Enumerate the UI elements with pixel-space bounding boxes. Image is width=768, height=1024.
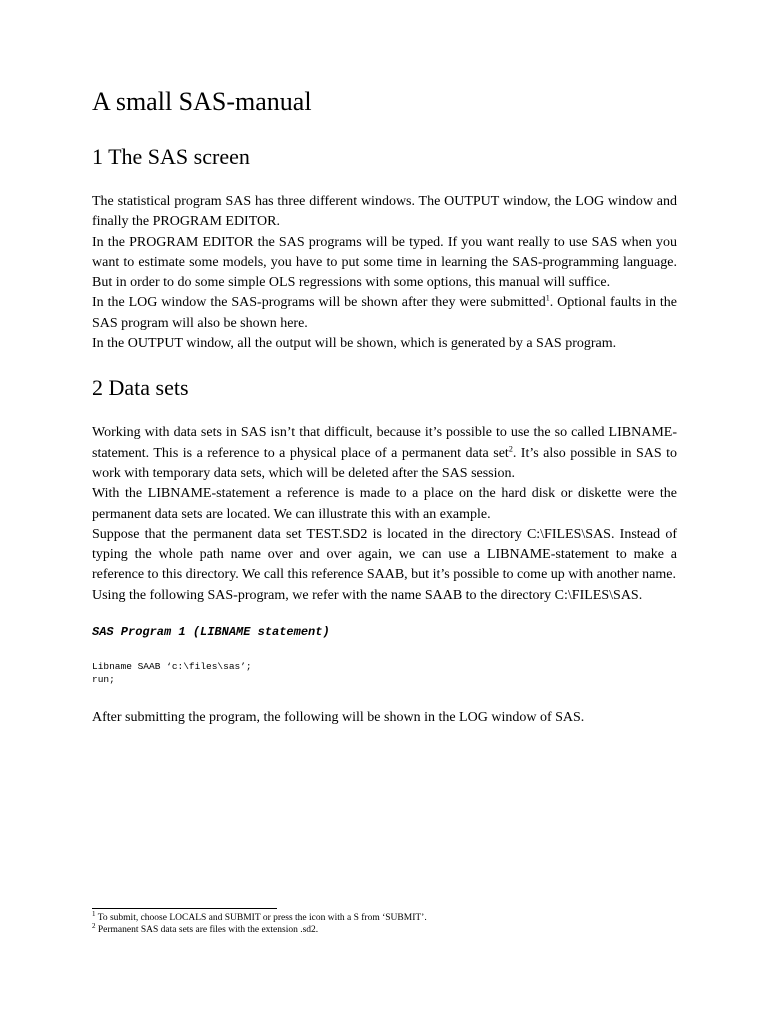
code-line: run; bbox=[92, 674, 115, 686]
paragraph-libname-text-end: . It’s also possible in SAS to work with temporary data sets, which will be deleted after the SAS session. bbox=[92, 445, 678, 481]
paragraph-after-program: After submitting the program, the following will be shown in the LOG window of SAS. bbox=[92, 710, 585, 726]
paragraph-libname-intro bbox=[92, 423, 677, 484]
footnote-2 bbox=[92, 921, 677, 937]
paragraph-log-text-end: . Optional faults in the SAS program will also be shown here. bbox=[92, 295, 677, 331]
paragraph-output-window: In the OUTPUT window, all the output will be shown, which is generated by a SAS program. bbox=[92, 336, 617, 352]
footnote-text: Permanent SAS data sets are files with the extension .sd2. bbox=[95, 924, 319, 935]
footnote-1 bbox=[92, 909, 677, 925]
paragraph-libname-text-start: Working with data sets in SAS isn’t that difficult, because it’s possible to use the so called LIBNAME-statement. This is a reference to a physical place of a permanent data set bbox=[92, 425, 677, 461]
paragraph-program-editor: In the PROGRAM EDITOR the SAS programs will be typed. If you want really to use SAS when you want to estimate some models, you have to put some time in learning the SAS-programming language. But in order to do some simple OLS regressions with some options, this manual will suffice. bbox=[92, 234, 677, 291]
footnote-ref-1[interactable]: 1 bbox=[545, 293, 550, 303]
paragraph-windows: The statistical program SAS has three different windows. The OUTPUT window, the LOG window and finally the PROGRAM EDITOR. bbox=[92, 194, 677, 230]
page-content bbox=[92, 82, 677, 728]
footnote-ref-2[interactable]: 2 bbox=[508, 444, 513, 454]
code-line: Libname SAAB ‘c:\files\sas’; bbox=[92, 661, 252, 673]
code-block bbox=[92, 660, 677, 686]
section-heading-sas-screen: 1 The SAS screen bbox=[92, 144, 250, 169]
section-data-sets-body bbox=[92, 423, 677, 606]
section-heading-data-sets: 2 Data sets bbox=[92, 375, 189, 401]
section-sas-screen-body bbox=[92, 192, 677, 354]
footnote-divider bbox=[92, 908, 277, 909]
document-title: A small SAS-manual bbox=[92, 87, 312, 116]
footnote-text: To submit, choose LOCALS and SUBMIT or press the icon with a S from ‘SUBMIT’. bbox=[95, 913, 427, 923]
paragraph-libname-reference: With the LIBNAME-statement a reference is made to a place on the hard disk or diskette were the permanent data sets are located. We can illustrate this with an example. bbox=[92, 486, 677, 522]
footnotes bbox=[92, 908, 677, 936]
paragraph-log-window bbox=[92, 293, 677, 334]
paragraph-following-program: Using the following SAS-program, we refer with the name SAAB to the directory C:\FILES\SAS. bbox=[92, 587, 643, 603]
footnote-number: 1 bbox=[92, 909, 96, 918]
paragraph-example: Suppose that the permanent data set TEST.SD2 is located in the directory C:\FILES\SAS. Instead of typing the whole path name over and over again, we can use a LIBNAME-statement to make a reference to this directory. We call this reference SAAB, but it’s possible to come up with another name. bbox=[92, 526, 677, 583]
program-heading: SAS Program 1 (LIBNAME statement) bbox=[92, 625, 330, 640]
footnote-number: 2 bbox=[92, 921, 96, 930]
paragraph-log-text-start: In the LOG window the SAS-programs will be shown after they were submitted bbox=[92, 295, 546, 311]
